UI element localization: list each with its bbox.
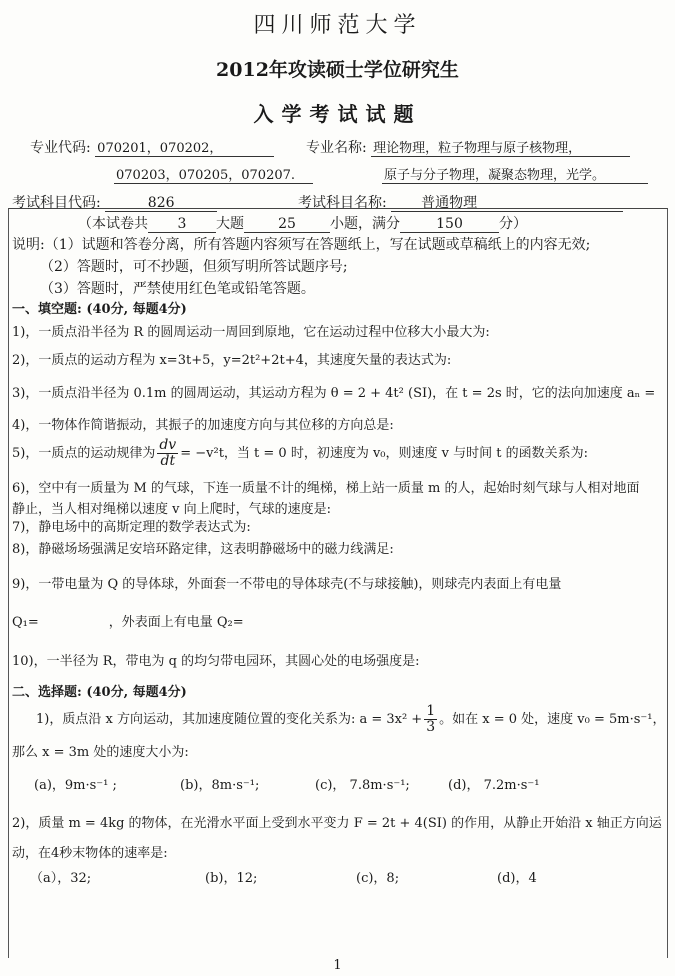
subject-code-row [12, 192, 217, 212]
denominator: 3 [426, 719, 436, 735]
subject-name: 普通物理 [391, 196, 623, 212]
subject-code: 826 [105, 196, 217, 212]
subject-code-label: 考试科目代码: [12, 195, 101, 211]
major-code-row [30, 137, 274, 157]
question-1-8: 8)，静磁场场强满足安培环路定律，这表明静磁场中的磁力线满足: [12, 542, 394, 557]
option-2-2-a: （a），32; [30, 871, 92, 886]
question-1-10: 10)，一半径为 R，带电为 q 的均匀带电园环，其圆心处的电场强度是: [12, 654, 420, 669]
numerator: 1 [426, 703, 436, 719]
question-text: Q₁= [12, 615, 39, 630]
major-name-row [306, 137, 630, 157]
section-1-title: 一、填空题: (40分, 每题4分) [12, 302, 187, 317]
question-2-2b: 动，在4秒末物体的速率是: [12, 846, 168, 861]
major-name-2-row [382, 168, 648, 184]
question-1-1: 1)，一质点沿半径为 R 的圆周运动一周回到原地，它在运动过程中位移大小最大为: [12, 325, 490, 340]
exam-summary [78, 213, 527, 233]
summary-text: 大题 [216, 216, 244, 232]
question-1-3: 3)，一质点沿半径为 0.1m 的圆周运动，其运动方程为 θ = 2 + 4t² (SI)，在 t = 2s 时，它的法向加速度 aₙ = [12, 386, 656, 401]
fraction [157, 438, 178, 469]
major-name-2: 原子与分子物理，凝聚态物理，光学。 [382, 168, 648, 184]
question-1-4: 4)，一物体作简谐振动，其振子的加速度方向与其位移的方向总是: [12, 418, 394, 433]
question-count: 25 [244, 217, 330, 233]
exam-title: 2012年攻读硕士学位研究生 [216, 59, 459, 81]
option-2-1-b: (b)，8m·s⁻¹; [180, 778, 260, 793]
subject-name-label: 考试科目名称: [298, 195, 387, 211]
subject-name-row [298, 192, 623, 212]
question-2-1 [36, 704, 665, 735]
section-2-title: 二、选择题: (40分, 每题4分) [12, 685, 187, 700]
option-2-2-b: (b)，12; [205, 871, 258, 886]
option-2-1-a: (a)，9m·s⁻¹ ; [34, 778, 117, 793]
question-text: 5)，一质点的运动规律为 [12, 446, 156, 461]
major-name-label: 专业名称: [306, 140, 367, 156]
question-1-9a: 9)，一带电量为 Q 的导体球，外面套一不带电的导体球壳(不与球接触)，则球壳内表面上有电量 [12, 577, 562, 592]
exam-subtitle: 入学考试试题 [253, 102, 422, 126]
question-text: ，外表面上有电量 Q₂= [108, 615, 244, 630]
numerator: dv [159, 437, 177, 453]
option-2-1-c: (c)， 7.8m·s⁻¹; [315, 778, 410, 793]
instruction-1: 说明:（1）试题和答卷分离，所有答题内容须写在答题纸上，写在试题或草稿纸上的内容无效; [12, 237, 591, 253]
major-code-label: 专业代码: [30, 140, 91, 156]
denominator: dt [160, 453, 176, 469]
option-2-1-d: (d)， 7.2m·s⁻¹ [448, 778, 540, 793]
question-1-9b [12, 611, 244, 630]
summary-text: 小题，满分 [330, 216, 400, 232]
full-score: 150 [400, 217, 499, 233]
major-code-1: 070201，070202， [95, 141, 274, 157]
section-count: 3 [148, 217, 216, 233]
page-number: 1 [333, 958, 342, 973]
major-code-2: 070203，070205，070207. [114, 168, 313, 184]
instruction-2: （2）答题时，可不抄题，但须写明所答试题序号; [40, 259, 348, 275]
question-1-7: 7)，静电场中的高斯定理的数学表达式为: [12, 520, 251, 535]
option-2-2-d: (d)，4 [497, 871, 537, 886]
question-1-5 [12, 438, 588, 469]
instruction-3: （3）答题时，严禁使用红色笔或铅笔答题。 [40, 281, 315, 297]
major-name-1: 理论物理，粒子物理与原子核物理， [371, 141, 630, 157]
question-2-1b: 那么 x = 3m 处的速度大小为: [12, 745, 189, 760]
summary-text: 分） [499, 216, 527, 232]
summary-text: （本试卷共 [78, 216, 148, 232]
major-code-2-row [114, 168, 313, 184]
question-1-6a: 6)，空中有一质量为 M 的气球，下连一质量不计的绳梯，梯上站一质量 m 的人，起始时刻气球与人相对地面 [12, 481, 640, 496]
question-2-2a: 2)，质量 m = 4kg 的物体，在光滑水平面上受到水平变力 F = 2t + 4(SI) 的作用，从静止开始沿 x 轴正方向运 [12, 816, 662, 831]
question-1-2: 2)，一质点的运动方程为 x=3t+5，y=2t²+2t+4，其速度矢量的表达式为: [12, 353, 452, 368]
question-1-6b: 静止，当人相对绳梯以速度 v 向上爬时，气球的速度是: [12, 502, 331, 517]
university-title: 四川师范大学 [253, 13, 422, 38]
question-text: 1)，质点沿 x 方向运动，其加速度随位置的变化关系为: a = 3x² + [36, 712, 423, 727]
option-2-2-c: (c)，8; [356, 871, 400, 886]
question-text: = −v²t，当 t = 0 时，初速度为 v₀，则速度 v 与时间 t 的函数关系为: [180, 446, 588, 461]
fraction [424, 704, 437, 735]
question-text: 。如在 x = 0 处，速度 v₀ = 5m·s⁻¹， [439, 712, 666, 727]
